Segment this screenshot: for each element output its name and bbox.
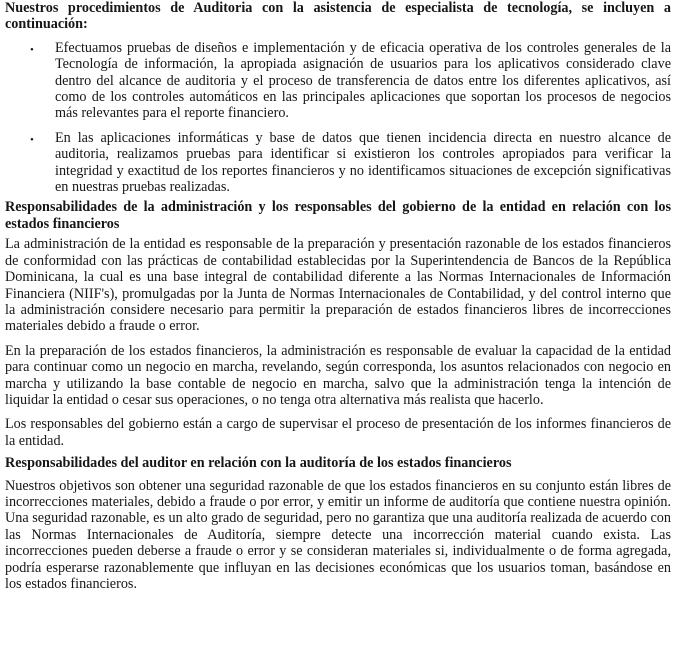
procedures-list [5, 40, 671, 196]
admin-responsibilities-heading: Responsabilidades de la administración y los responsables del gobierno de la entidad en relación con los estados financieros [5, 199, 671, 232]
bullet-icon: • [30, 133, 34, 146]
intro-heading: Nuestros procedimientos de Auditoria con la asistencia de especialista de tecnología, se incluyen a continuación: [5, 0, 671, 33]
auditor-responsibilities-heading: Responsabilidades del auditor en relación con la auditoría de los estados financieros [5, 455, 512, 472]
admin-paragraph: En la preparación de los estados financieros, la administración es responsable de evaluar la capacidad de la entidad para continuar como un negocio en marcha, revelando, según corresponda, los asuntos relacionados con negocio en marcha y utilizando la base contable de negocio en marcha, salvo que la administración tenga la intención de liquidar la entidad o cesar sus operaciones, o no tenga otra alternativa más realista que hacerlo. [5, 342, 671, 408]
bullet-icon: • [30, 43, 34, 56]
admin-paragraph: Los responsables del gobierno están a cargo de supervisar el proceso de presentación de los informes financieros de la entidad. [5, 416, 671, 449]
list-item-text: Efectuamos pruebas de diseños e implementación y de eficacia operativa de los controles generales de la Tecnología de información, la apropiada asignación de usuarios para los aplicativos considerado clave dentro del alcance de auditoria y el proceso de transferencia de datos entre los diferentes aplicativos, así como de los controles automáticos en las principales aplicaciones que soportan los procesos de negocios más relevantes para el reporte financiero. [55, 39, 671, 122]
list-item [5, 40, 671, 122]
admin-paragraph: La administración de la entidad es responsable de la preparación y presentación razonable de los estados financieros de conformidad con las prácticas de contabilidad establecidas por la Superintendencia de Bancos de la República Dominicana, la cual es una base integral de contabilidad diferente a las Normas Internacionales de Información Financiera (NIIF's), promulgadas por la Junta de Normas Internacionales de Contabilidad, y del control interno que la administración considere necesario para permitir la preparación de estados financieros libres de incorrecciones materiales debido a fraude o error. [5, 236, 671, 335]
list-item [5, 130, 671, 196]
document-page [5, 0, 671, 592]
auditor-paragraph: Nuestros objetivos son obtener una seguridad razonable de que los estados financieros en su conjunto están libres de incorrecciones materiales, debido a fraude o por error, y emitir un informe de auditoría que contiene nuestra opinión. Una seguridad razonable, es un alto grado de seguridad, pero no garantiza que una auditoría realizada de acuerdo con las Normas Internacionales de Auditoría, siempre detecte una incorrección material cuando exista. Las incorrecciones pueden deberse a fraude o error y se consideran materiales si, individualmente o de forma agregada, podría esperarse razonablemente que influyan en las decisiones económicas que los usuarios toman, basándose en los estados financieros. [5, 477, 671, 592]
list-item-text: En las aplicaciones informáticas y base de datos que tienen incidencia directa en nuestro alcance de auditoria, realizamos pruebas para identificar si existieron los controles apropiados para verificar la integridad y exactitud de los reportes financieros y no identificamos situaciones de excepción significativas en nuestras pruebas realizadas. [55, 129, 671, 196]
